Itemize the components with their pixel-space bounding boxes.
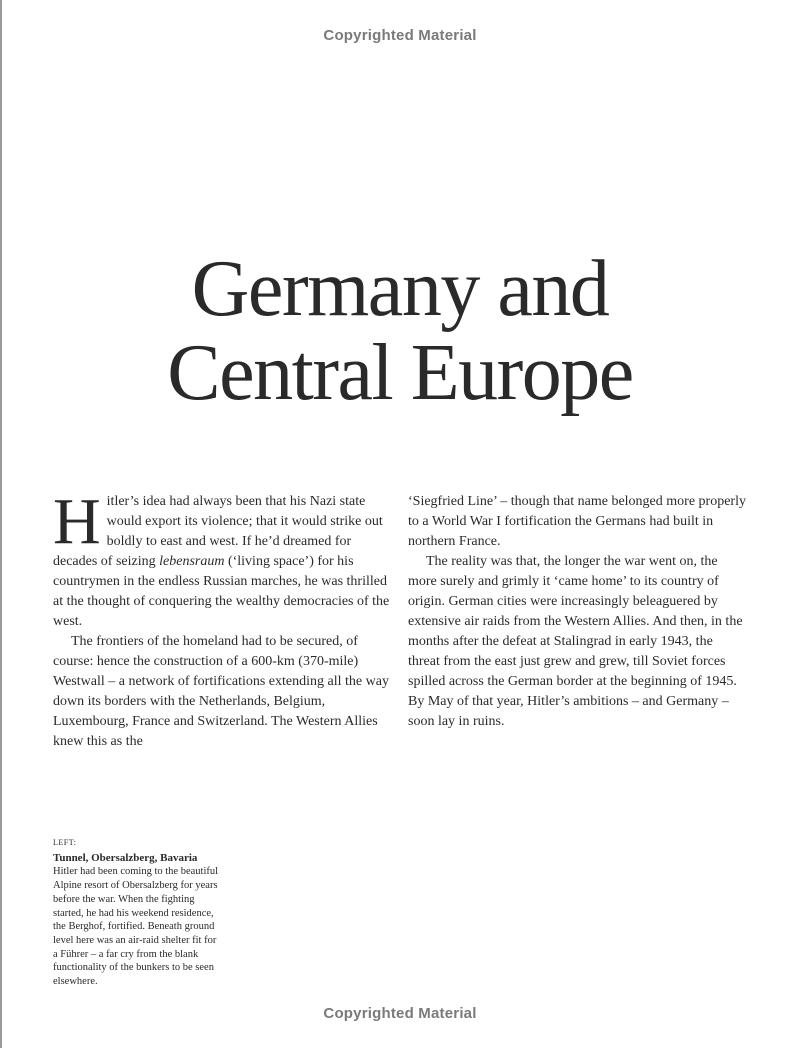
copyright-watermark-bottom: Copyrighted Material <box>323 1005 477 1022</box>
body-column-right <box>408 492 748 732</box>
paragraph-frontiers: The frontiers of the homeland had to be secured, of course: hence the construction of a 600-km (370-mile) Westwall – a network of fortifications extending all the way down its borders with the Netherlands, Belgium, Luxembourg, France and Switzerland. The Western Allies knew this as the <box>53 634 389 749</box>
drop-cap: H <box>53 485 101 558</box>
body-column-left <box>53 485 395 752</box>
chapter-title <box>0 247 800 415</box>
caption-title: Tunnel, Obersalzberg, Bavaria <box>53 851 198 864</box>
intro-text-b: (‘living space’) for his countrymen in the endless Russian marches, he was thrilled at the thought of conquering the wealthy democracies of the west. <box>53 554 390 629</box>
caption-body: Hitler had been coming to the beautiful Alpine resort of Obersalzberg for years before the war. When the fighting started, he had his weekend residence, the Berghof, fortified. Beneath ground level here was an air-raid shelter fit for a Führer – a far cry from the blank functionality of the bunkers to be seen elsewhere. <box>53 866 219 988</box>
caption-kicker: LEFT: <box>53 838 77 847</box>
paragraph-reality: The reality was that, the longer the war went on, the more surely and grimly it ‘came home’ to its country of origin. German cities were increasingly beleaguered by extensive air raids from the Western Allies. And then, in the months after the defeat at Stalingrad in early 1943, the threat from the east just grew and grew, till Soviet forces spilled across the German border at the beginning of 1945. By May of that year, Hitler’s ambitions – and Germany – soon lay in ruins. <box>408 554 743 729</box>
copyright-watermark-top: Copyrighted Material <box>323 27 477 44</box>
page-edge-rule <box>0 0 2 1048</box>
paragraph-intro <box>53 485 395 632</box>
intro-text-a: itler’s idea had always been that his Nazi state would export its violence; that it would strike out boldly to east and west. If he’d dreamed for decades of seizing <box>53 494 383 569</box>
photo-caption <box>53 836 223 989</box>
chapter-title-line-2: Central Europe <box>167 329 633 417</box>
paragraph-siegfried: ‘Siegfried Line’ – though that name belonged more properly to a World War I fortification the Germans had built in northern France. <box>408 494 746 549</box>
chapter-title-line-1: Germany and <box>191 245 609 333</box>
intro-italic-term: lebensraum <box>159 554 225 569</box>
